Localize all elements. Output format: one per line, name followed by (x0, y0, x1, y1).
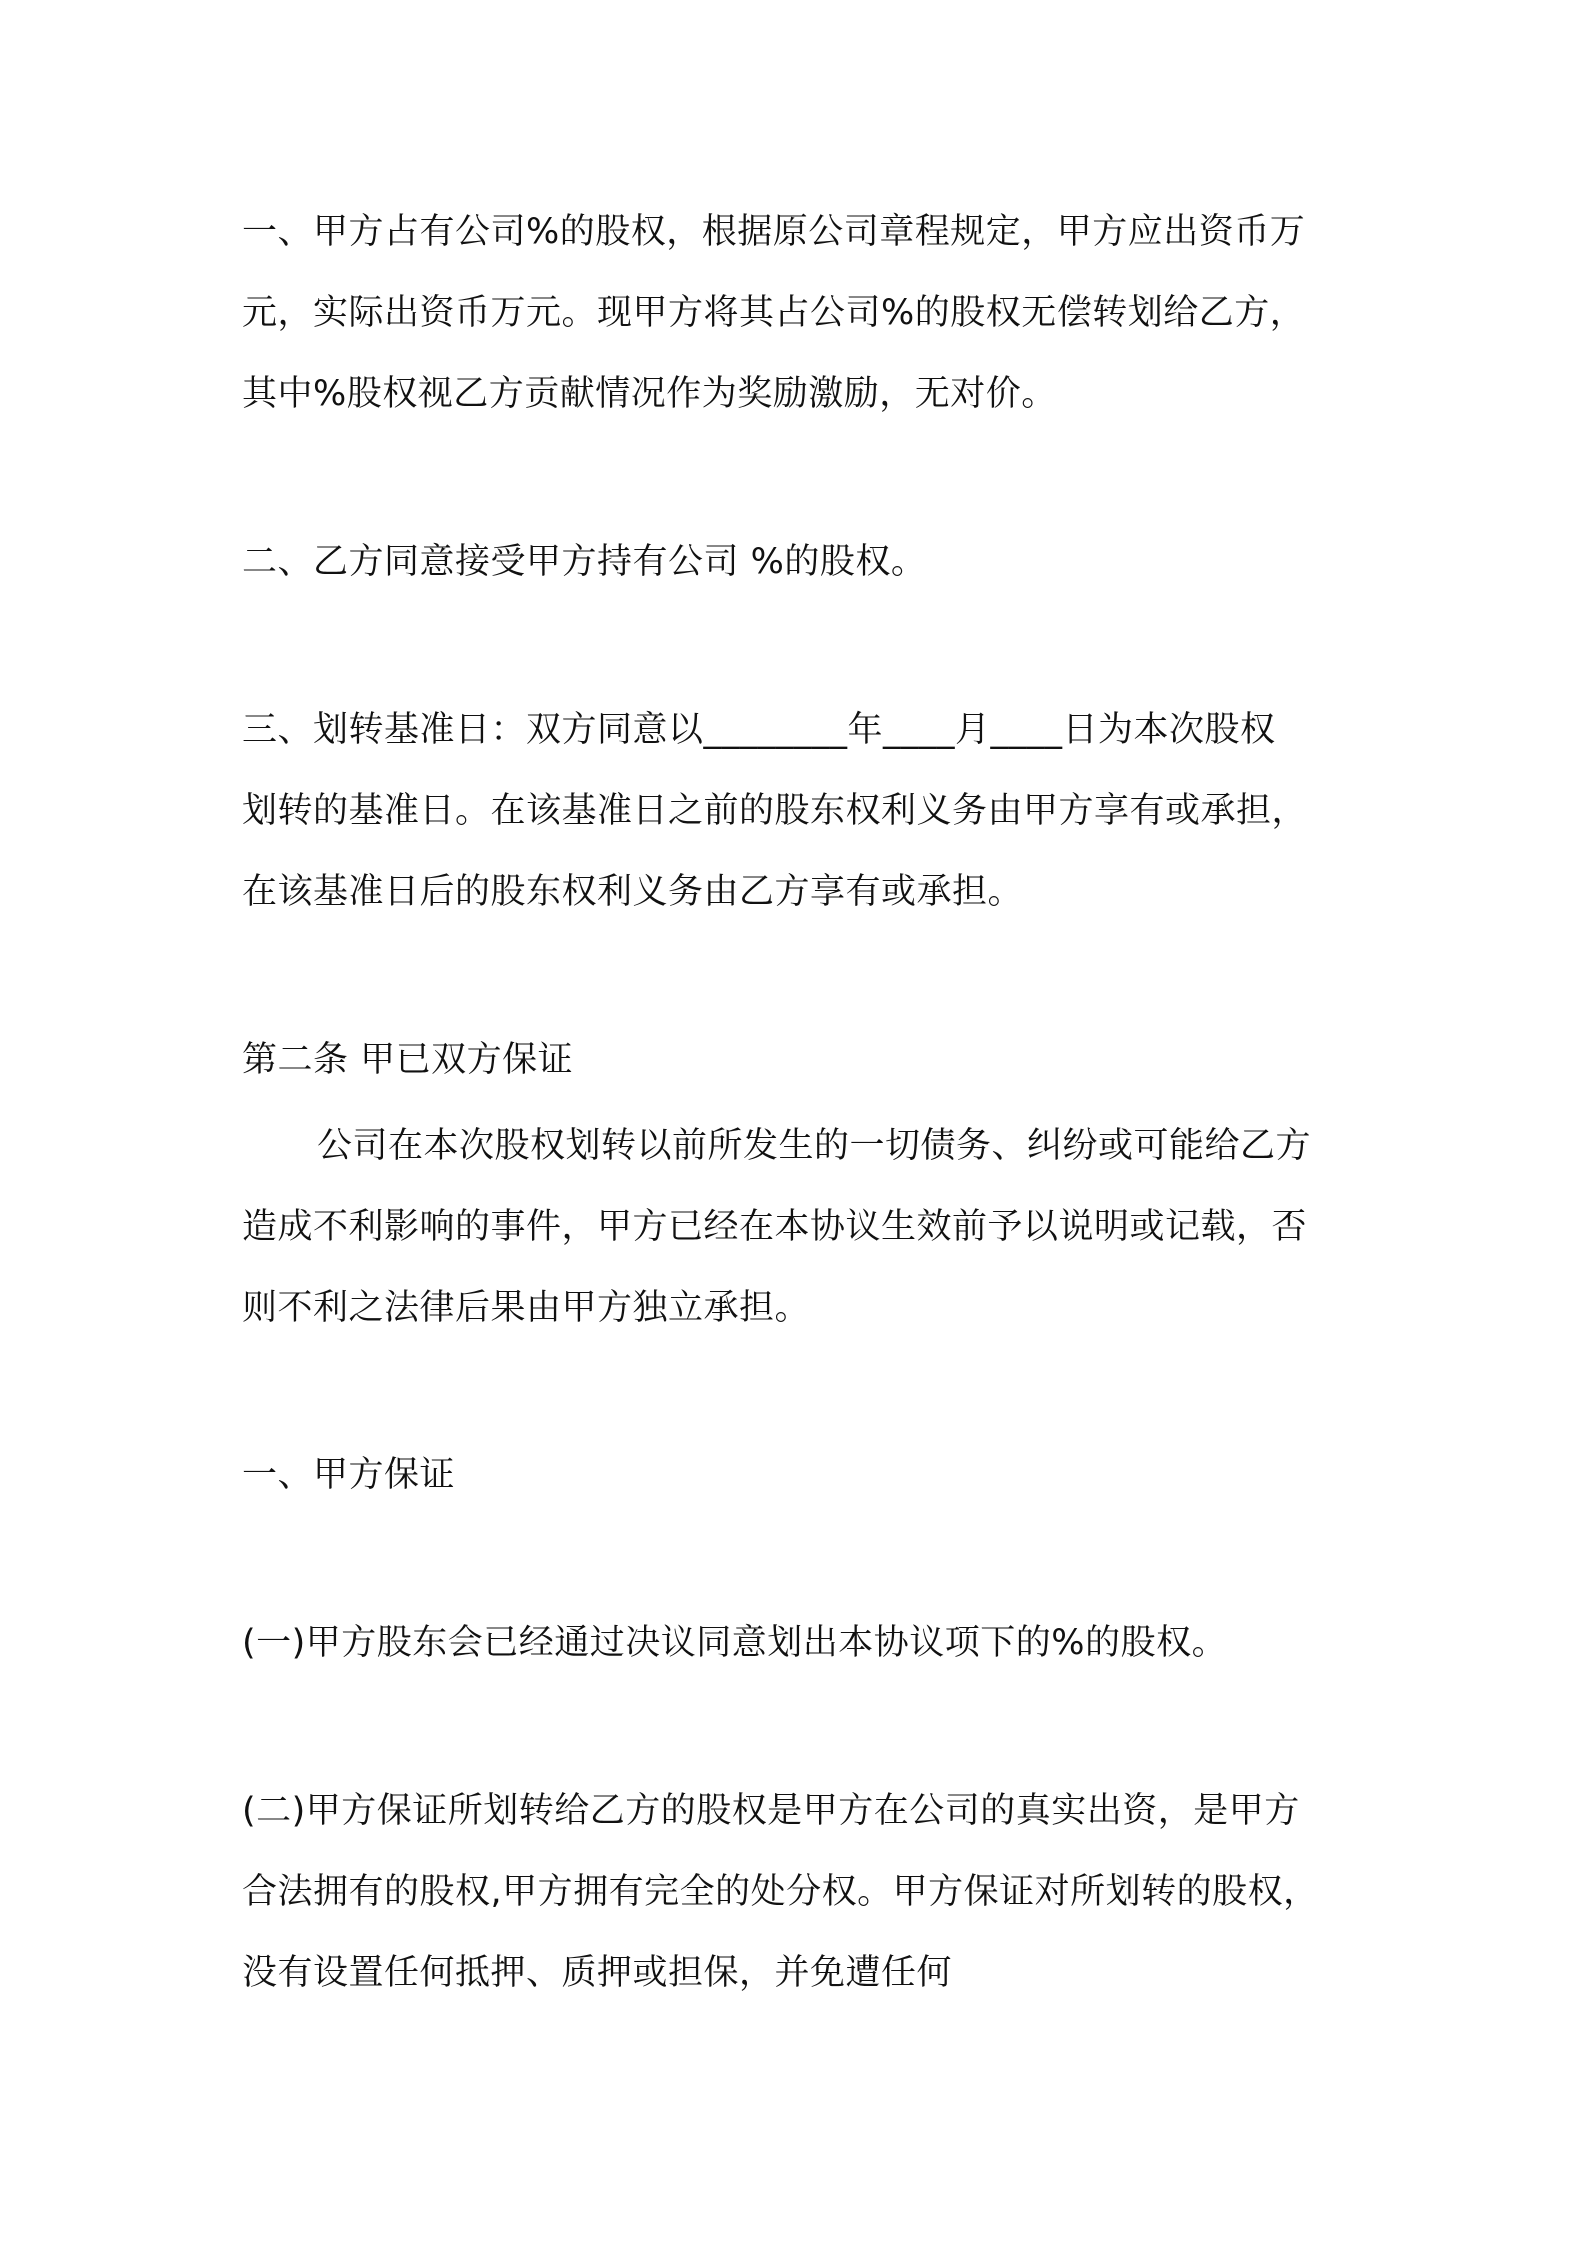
clause-3-line-3: 在该基准日后的股东权利义务由乙方享有或承担。 (242, 872, 1024, 912)
article-2-heading: 第二条 甲已双方保证 (242, 1040, 574, 1080)
article-2-para-line-1: 公司在本次股权划转以前所发生的一切债务、纠纷或可能给乙方 (317, 1126, 1312, 1166)
party-a-guarantee-heading: 一、甲方保证 (242, 1455, 456, 1495)
guarantee-item-2-line-2: 合法拥有的股权,甲方拥有完全的处分权。甲方保证对所划转的股权， (242, 1872, 1319, 1912)
guarantee-item-2-line-1: (二)甲方保证所划转给乙方的股权是甲方在公司的真实出资，是甲方 (242, 1791, 1300, 1831)
clause-2-line-1: 二、乙方同意接受甲方持有公司 %的股权。 (242, 542, 927, 582)
guarantee-item-1: (一)甲方股东会已经通过决议同意划出本协议项下的%的股权。 (242, 1623, 1228, 1663)
article-2-para-line-2: 造成不利影响的事件，甲方已经在本协议生效前予以说明或记载，否 (242, 1207, 1308, 1247)
clause-1-line-2: 元，实际出资币万元。现甲方将其占公司%的股权无偿转划给乙方， (242, 293, 1306, 333)
article-2-para-line-3: 则不利之法律后果由甲方独立承担。 (242, 1288, 811, 1328)
guarantee-item-2-line-3: 没有设置任何抵押、质押或担保，并免遭任何 (242, 1953, 953, 1993)
clause-3-line-2: 划转的基准日。在该基准日之前的股东权利义务由甲方享有或承担， (242, 791, 1308, 831)
clause-3-line-1: 三、划转基准日：双方同意以________年____月____日为本次股权 (242, 710, 1276, 750)
clause-1-line-1: 一、甲方占有公司%的股权，根据原公司章程规定，甲方应出资币万 (242, 212, 1306, 252)
clause-1-line-3: 其中%股权视乙方贡献情况作为奖励激励，无对价。 (242, 374, 1057, 414)
